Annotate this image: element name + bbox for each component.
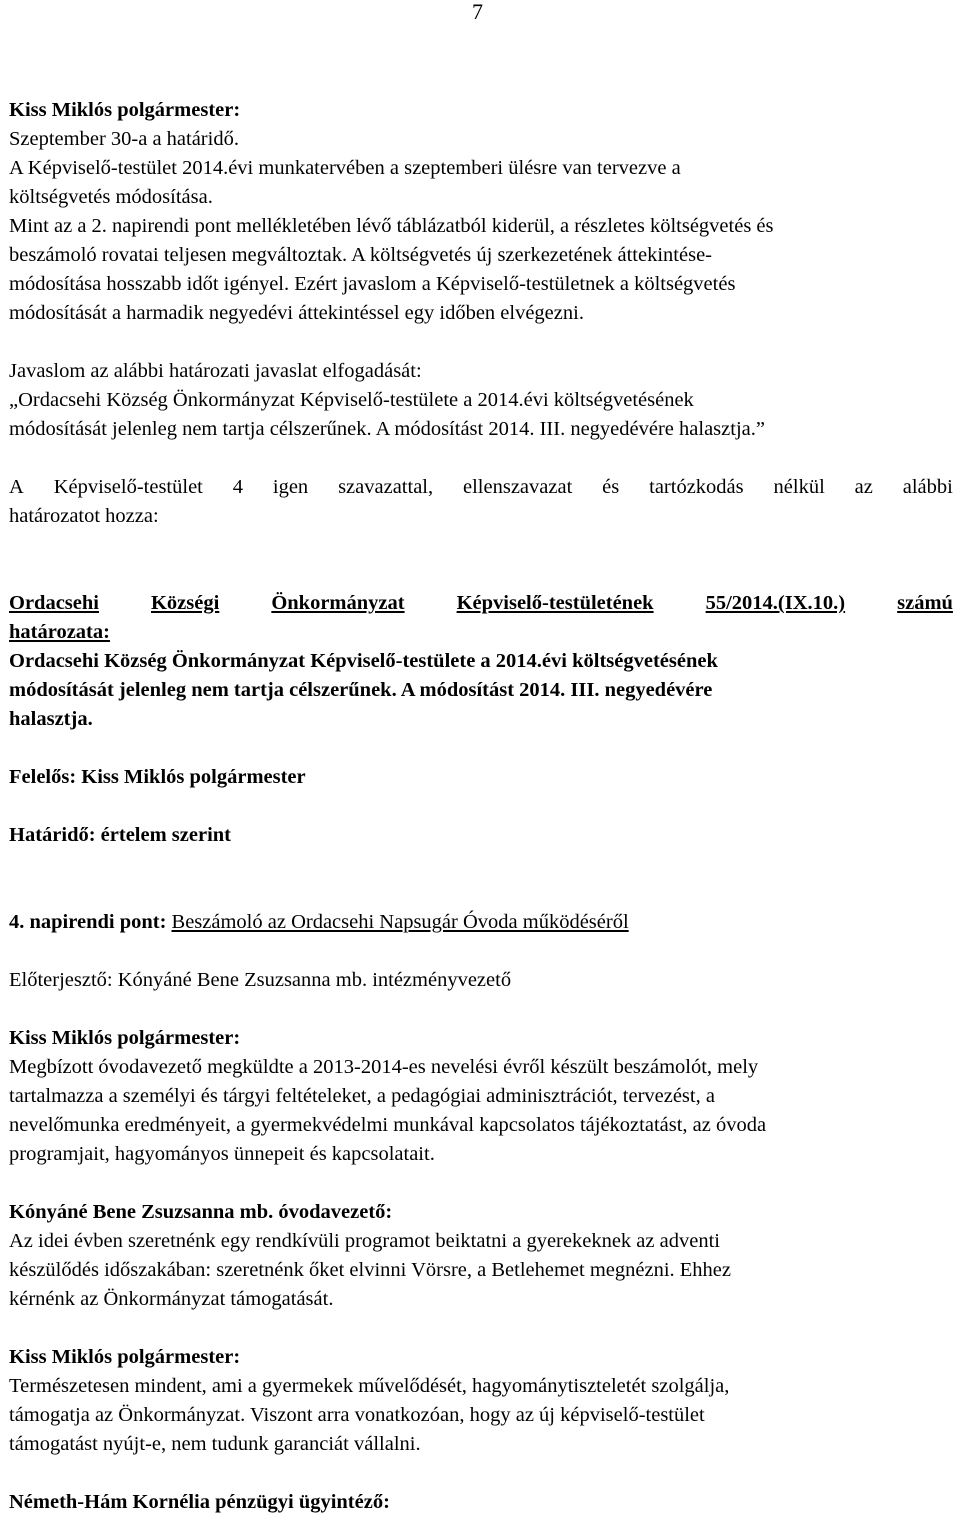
- vote-word: szavazattal,: [338, 476, 434, 498]
- paragraph-line: beszámoló rovatai teljesen megváltoztak. A költségvetés új szerkezetének áttekintése-: [9, 244, 712, 266]
- proposal-line: módosítását jelenleg nem tartja célszerűnek. A módosítást 2014. III. negyedévére halasztja.”: [9, 418, 765, 440]
- paragraph-line: készülődés időszakában: szeretnénk őket elvinni Vörsre, a Betlehemet megnézni. Ehhez: [9, 1259, 731, 1281]
- speaker-mayor: Kiss Miklós polgármester:: [9, 99, 241, 121]
- vote-word: alábbi: [902, 476, 953, 498]
- resolution-title-word: Ordacsehi: [9, 592, 99, 614]
- vote-word: tartózkodás: [649, 476, 744, 498]
- paragraph-line: Szeptember 30-a a határidő.: [9, 128, 239, 150]
- resolution-title-word: 55/2014.(IX.10.): [705, 592, 846, 614]
- resolution-title: [9, 591, 953, 615]
- paragraph-line: támogatja az Önkormányzat. Viszont arra vonatkozóan, hogy az új képviselő-testület: [9, 1404, 705, 1426]
- paragraph-line: Megbízott óvodavezető megküldte a 2013-2014-es nevelési évről készült beszámolót, mely: [9, 1056, 759, 1078]
- paragraph-line: nevelőmunka eredményeit, a gyermekvédelmi munkával kapcsolatos tájékoztatást, az óvoda: [9, 1114, 767, 1136]
- resolution-line: Ordacsehi Község Önkormányzat Képviselő-testülete a 2014.évi költségvetésének: [9, 650, 718, 672]
- speaker-mayor: Kiss Miklós polgármester:: [9, 1027, 241, 1049]
- paragraph-line: programjait, hagyományos ünnepeit és kapcsolatait.: [9, 1143, 435, 1165]
- speaker-finance: Németh-Hám Kornélia pénzügyi ügyintéző:: [9, 1491, 390, 1513]
- resolution-title-word: Községi: [150, 592, 220, 614]
- page-number: 7: [472, 0, 483, 24]
- vote-word: A: [9, 476, 24, 498]
- agenda-item: [9, 910, 629, 934]
- paragraph-line: A Képviselő-testület 2014.évi munkatervében a szeptemberi ülésre van tervezve a: [9, 157, 681, 179]
- presenter: Előterjesztő: Kónyáné Bene Zsuzsanna mb. intézményvezető: [9, 969, 512, 991]
- paragraph-line: költségvetés módosítása.: [9, 186, 213, 208]
- resolution-title-word: Képviselő-testületének: [456, 592, 654, 614]
- agenda-label: 4. napirendi pont:: [9, 911, 167, 933]
- vote-line-2: határozatot hozza:: [9, 505, 159, 527]
- vote-line: [9, 475, 953, 499]
- vote-word: nélkül: [773, 476, 825, 498]
- vote-word: Képviselő-testület: [53, 476, 203, 498]
- vote-word: ellenszavazat: [463, 476, 573, 498]
- resolution-title-word: Önkormányzat: [271, 592, 405, 614]
- speaker-kindergarten: Kónyáné Bene Zsuzsanna mb. óvodavezető:: [9, 1201, 393, 1223]
- vote-word: és: [602, 476, 620, 498]
- proposal-line: „Ordacsehi Község Önkormányzat Képviselő-testülete a 2014.évi költségvetésének: [9, 389, 694, 411]
- agenda-title: Beszámoló az Ordacsehi Napsugár Óvoda működéséről: [171, 911, 629, 933]
- vote-word: 4: [232, 476, 243, 498]
- speaker-mayor: Kiss Miklós polgármester:: [9, 1346, 241, 1368]
- responsible: Felelős: Kiss Miklós polgármester: [9, 766, 306, 788]
- vote-word: az: [854, 476, 873, 498]
- resolution-title-word: számú: [897, 592, 953, 614]
- paragraph-line: Az idei évben szeretnénk egy rendkívüli programot beiktatni a gyerekeknek az adventi: [9, 1230, 720, 1252]
- paragraph-line: tartalmazza a személyi és tárgyi feltételeket, a pedagógiai adminisztrációt, tervezést, a: [9, 1085, 715, 1107]
- paragraph-line: kérnénk az Önkormányzat támogatását.: [9, 1288, 334, 1310]
- paragraph-line: Természetesen mindent, ami a gyermekek művelődését, hagyománytiszteletét szolgálja,: [9, 1375, 730, 1397]
- paragraph-line: módosítását a harmadik negyedévi áttekintéssel egy időben elvégezni.: [9, 302, 584, 324]
- paragraph-line: módosítása hosszabb időt igényel. Ezért javaslom a Képviselő-testületnek a költségvetés: [9, 273, 736, 295]
- deadline: Határidő: értelem szerint: [9, 824, 231, 846]
- paragraph-line: Mint az a 2. napirendi pont mellékletében lévő táblázatból kiderül, a részletes költségvetés és: [9, 215, 774, 237]
- resolution-line: halasztja.: [9, 708, 93, 730]
- proposal-intro: Javaslom az alábbi határozati javaslat elfogadását:: [9, 360, 422, 382]
- paragraph-line: támogatást nyújt-e, nem tudunk garanciát vállalni.: [9, 1433, 421, 1455]
- vote-word: igen: [272, 476, 309, 498]
- resolution-title-line-2: határozata:: [9, 621, 110, 643]
- resolution-line: módosítását jelenleg nem tartja célszerűnek. A módosítást 2014. III. negyedévére: [9, 679, 713, 701]
